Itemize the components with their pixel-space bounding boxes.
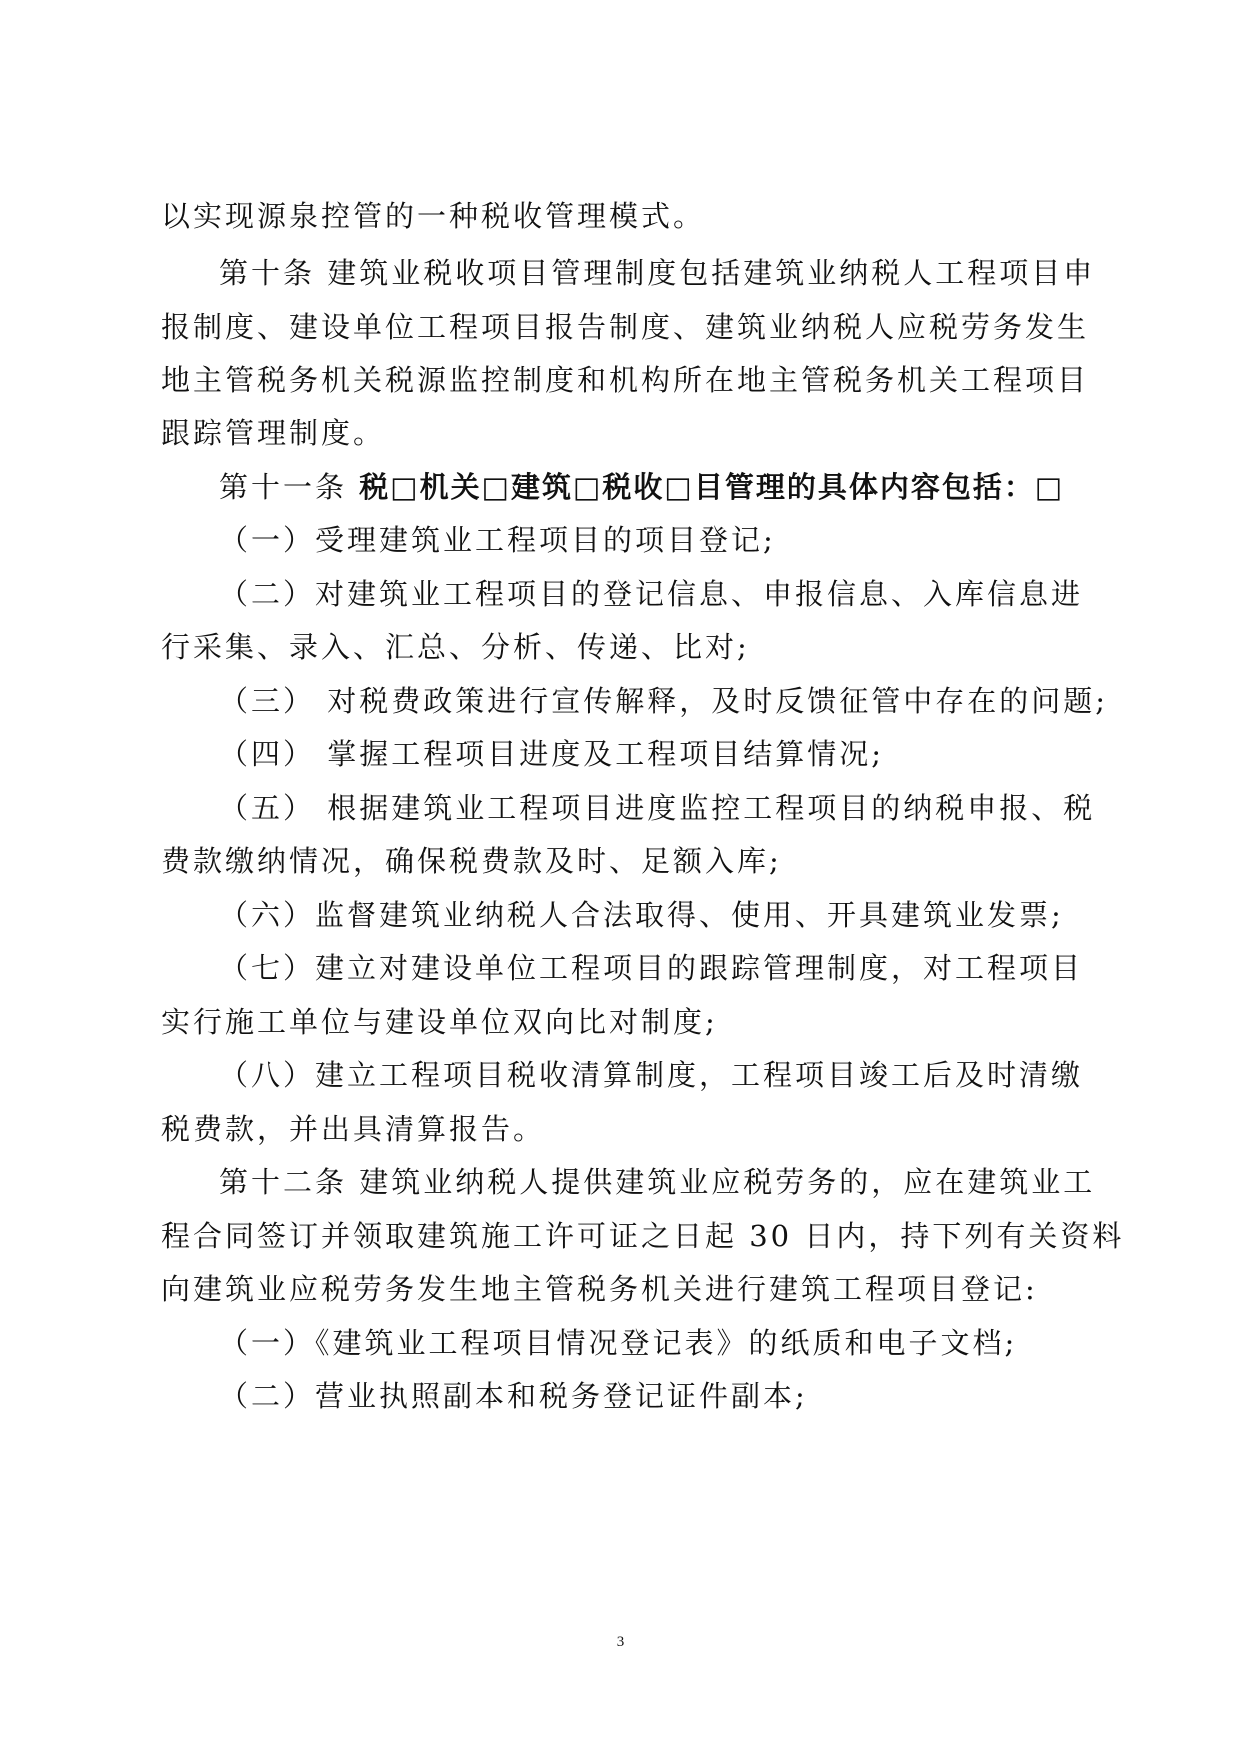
list-item: （四） 掌握工程项目进度及工程项目结算情况;: [219, 737, 884, 771]
paragraph-line: 行采集、录入、汇总、分析、传递、比对;: [161, 630, 750, 664]
list-item: （八）建立工程项目税收清算制度，工程项目竣工后及时清缴: [219, 1058, 1084, 1092]
paragraph-line: 跟踪管理制度。: [161, 416, 386, 450]
list-item: （二）对建筑业工程项目的登记信息、申报信息、入库信息进: [219, 577, 1084, 611]
paragraph-line: 费款缴纳情况，确保税费款及时、足额入库;: [161, 844, 782, 878]
article-11-heading: 税□机关□建筑□税收□目管理的具体内容包括：□: [359, 470, 1065, 504]
list-item: （五） 根据建筑业工程项目进度监控工程项目的纳税申报、税: [219, 791, 1096, 825]
paragraph-line: 报制度、建设单位工程项目报告制度、建筑业纳税人应税劳务发生: [161, 310, 1090, 344]
paragraph-line: 地主管税务机关税源监控制度和机构所在地主管税务机关工程项目: [161, 363, 1090, 397]
list-item: （二）营业执照副本和税务登记证件副本;: [219, 1379, 808, 1413]
paragraph-line: 实行施工单位与建设单位双向比对制度;: [161, 1005, 718, 1039]
list-item: （七）建立对建设单位工程项目的跟踪管理制度，对工程项目: [219, 951, 1084, 985]
paragraph-line: 税费款，并出具清算报告。: [161, 1112, 546, 1146]
article-11-label: 第十一条: [219, 470, 360, 504]
article-11-line: [219, 462, 1081, 512]
page-number: 3: [616, 1634, 625, 1650]
list-item: （三） 对税费政策进行宣传解释，及时反馈征管中存在的问题;: [219, 684, 1108, 718]
list-item: （一）《建筑业工程项目情况登记表》的纸质和电子文档;: [219, 1326, 1018, 1360]
list-item: （六）监督建筑业纳税人合法取得、使用、开具建筑业发票;: [219, 898, 1064, 932]
article-12-line: 第十二条 建筑业纳税人提供建筑业应税劳务的，应在建筑业工: [219, 1165, 1096, 1199]
article-10-line: 第十条 建筑业税收项目管理制度包括建筑业纳税人工程项目申: [219, 256, 1096, 290]
paragraph-line: 以实现源泉控管的一种税收管理模式。: [161, 199, 706, 233]
paragraph-line: 程合同签订并领取建筑施工许可证之日起 30 日内，持下列有关资料: [161, 1219, 1125, 1253]
list-item: （一）受理建筑业工程项目的项目登记;: [219, 523, 776, 557]
paragraph-line: 向建筑业应税劳务发生地主管税务机关进行建筑工程项目登记:: [161, 1272, 1038, 1306]
